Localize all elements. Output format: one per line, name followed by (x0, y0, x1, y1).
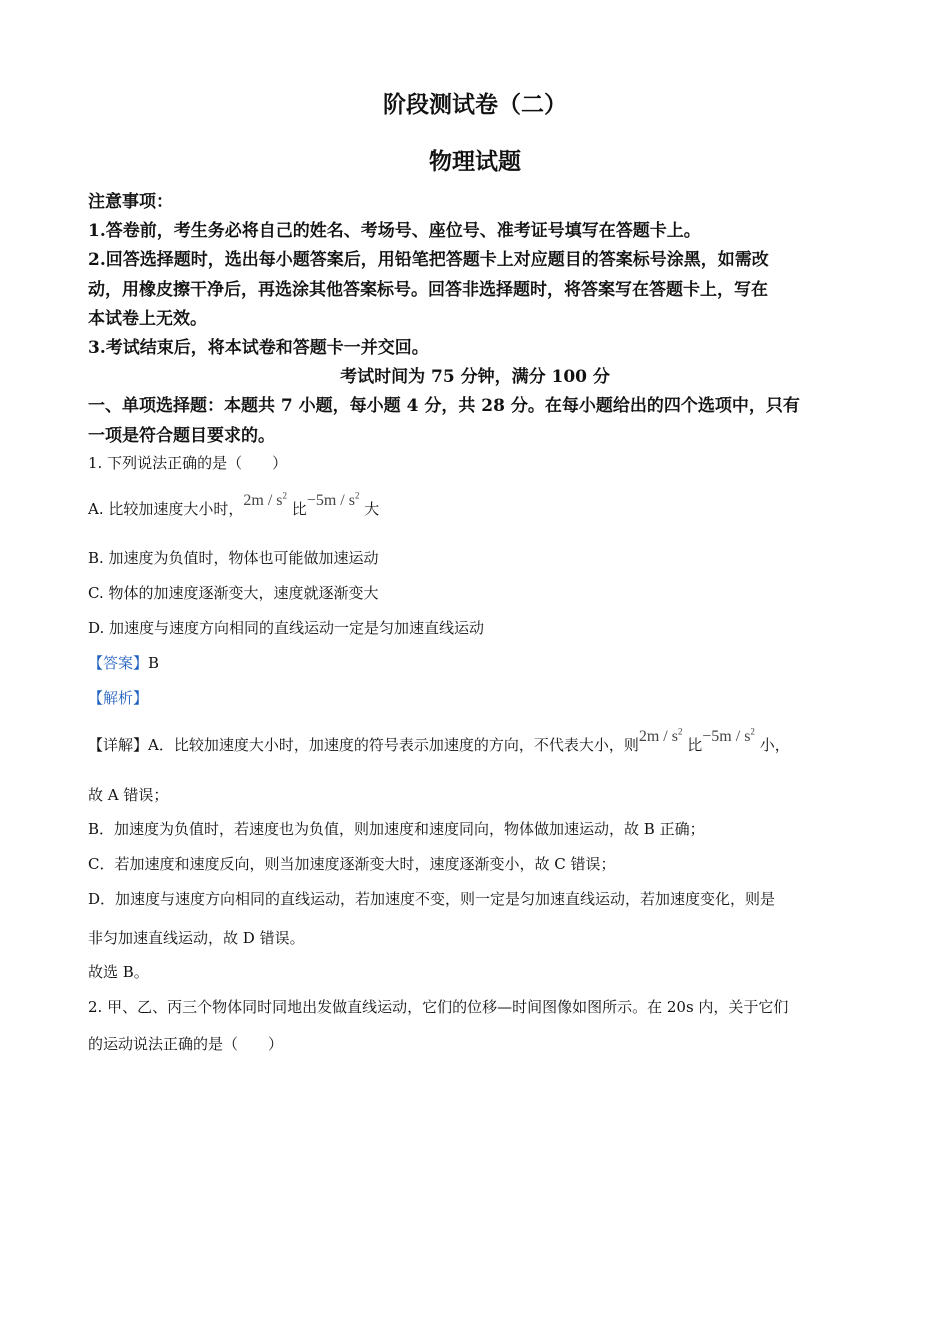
option-a-compare: 比 (291, 500, 307, 518)
detail-label: 【详解】 (88, 736, 149, 754)
math-expression: $-5m / s^2$ (702, 726, 755, 745)
math-expression: $-5m / s^2$ (306, 490, 360, 509)
option-a-text: A. 比较加速度大小时， (88, 500, 244, 518)
notice-item-2-end: 本试卷上无效。 (88, 309, 207, 329)
detail-a (88, 726, 790, 755)
question-1-option-a (88, 490, 380, 519)
detail-d-cont: 非匀加速直线运动，故 D 错误。 (88, 929, 305, 947)
detail-a-compare: 比 (687, 736, 703, 754)
detail-a-conclusion: 故 A 错误； (88, 786, 169, 804)
section-heading: 一、单项选择题：本题共 7 小题，每小题 4 分，共 28 分。在每小题给出的四个选项中，只有 (88, 396, 800, 416)
notice-item-2: 2.回答选择题时，选出每小题答案后，用铅笔把答题卡上对应题目的答案标号涂黑，如需改 (88, 250, 769, 270)
section-heading-cont: 一项是符合题目要求的。 (88, 426, 275, 446)
page-title: 阶段测试卷（二） (383, 91, 567, 118)
question-2-stem-cont: 的运动说法正确的是（ ） (88, 1035, 284, 1053)
detail-a-text: A．比较加速度大小时，加速度的符号表示加速度的方向，不代表大小，则 (148, 736, 639, 754)
conclusion: 故选 B。 (88, 963, 149, 981)
notice-item-1: 1.答卷前，考生务必将自己的姓名、考场号、座位号、准考证号填写在答题卡上。 (88, 221, 701, 241)
answer-label: 【答案】 (88, 654, 149, 672)
answer-value: B (148, 654, 160, 672)
detail-a-end: 小， (759, 736, 790, 754)
math-expression: $2m / s^2$ (243, 490, 287, 509)
question-2-stem: 2. 甲、乙、丙三个物体同时同地出发做直线运动，它们的位移—时间图像如图所示。在 20s 内，关于它们 (88, 998, 789, 1016)
question-1-option-d: D. 加速度与速度方向相同的直线运动一定是匀加速直线运动 (88, 619, 485, 637)
detail-d: D．加速度与速度方向相同的直线运动，若加速度不变，则一定是匀加速直线运动，若加速度变化，则是 (88, 890, 776, 908)
question-1-stem: 1. 下列说法正确的是（ ） (88, 454, 288, 472)
notice-item-2-cont: 动，用橡皮擦干净后，再选涂其他答案标号。回答非选择题时，将答案写在答题卡上，写在 (88, 280, 768, 300)
detail-b: B．加速度为负值时，若速度也为负值，则加速度和速度同向，物体做加速运动，故 B 正确； (88, 820, 705, 838)
notice-heading: 注意事项： (88, 192, 173, 212)
detail-c: C．若加速度和速度反向，则当加速度逐渐变大时，速度逐渐变小，故 C 错误； (88, 855, 616, 873)
question-1-option-b: B. 加速度为负值时，物体也可能做加速运动 (88, 549, 379, 567)
option-a-end: 大 (364, 500, 380, 518)
answer-line (88, 652, 159, 673)
notice-item-3: 3.考试结束后，将本试卷和答题卡一并交回。 (88, 338, 429, 358)
page-subtitle: 物理试题 (429, 148, 521, 175)
exam-time: 考试时间为 75 分钟，满分 100 分 (340, 367, 610, 387)
analysis-label: 【解析】 (88, 689, 149, 707)
math-expression: $2m / s^2$ (638, 726, 683, 745)
question-1-option-c: C. 物体的加速度逐渐变大，速度就逐渐变大 (88, 584, 379, 602)
